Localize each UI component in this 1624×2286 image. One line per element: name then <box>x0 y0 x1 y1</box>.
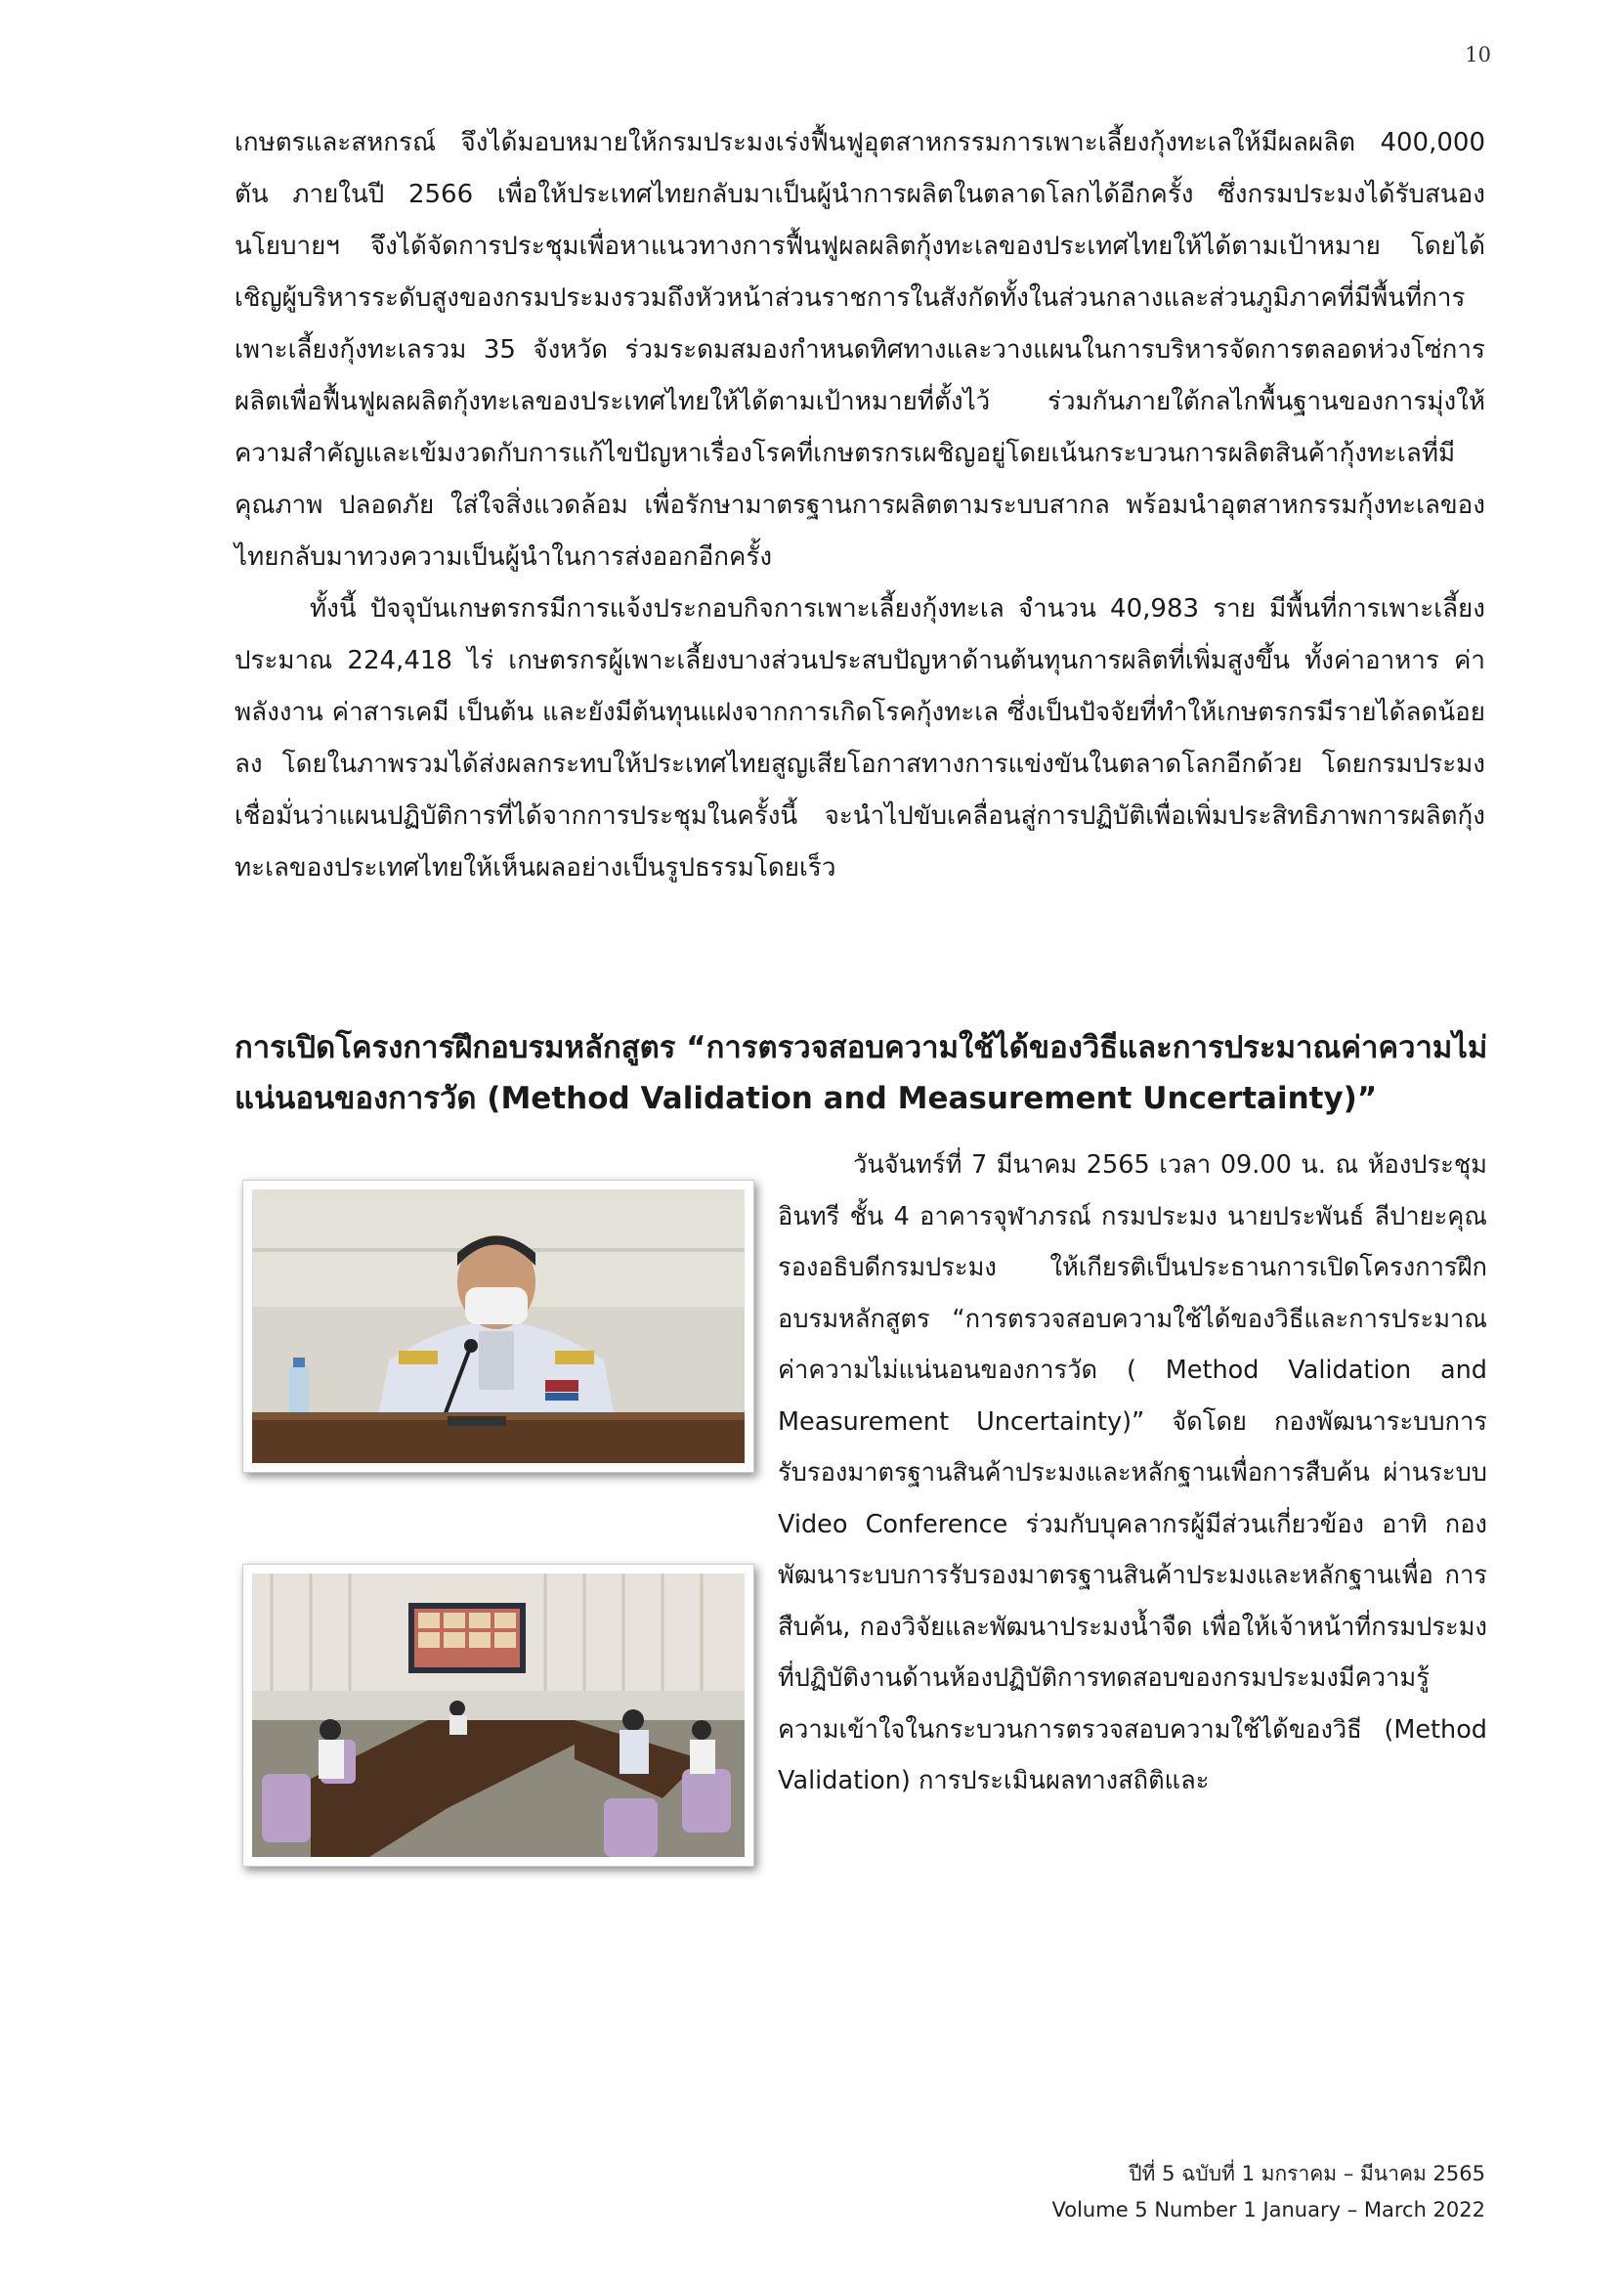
page-number: 10 <box>1465 43 1491 66</box>
section-title: การเปิดโครงการฝึกอบรมหลักสูตร “การตรวจสอบความใช้ได้ของวิธีและการประมาณค่าความไม่แน่นอนของการวัด (Method Validation and Measurement Uncertainty)” <box>235 1030 1488 1116</box>
photo-meeting-room-image <box>252 1574 745 1857</box>
footer-issue-thai: ปีที่ 5 ฉบับที่ 1 มกราคม – มีนาคม 2565 <box>1129 2162 1485 2185</box>
photo-meeting-room <box>242 1564 754 1867</box>
body-text <box>235 117 1485 894</box>
photo-chairman-image <box>252 1189 745 1463</box>
body-paragraph-1: เกษตรและสหกรณ์ จึงได้มอบหมายให้กรมประมงเร่งฟื้นฟูอุตสาหกรรมการเพาะเลี้ยงกุ้งทะเลให้มีผลผลิต 400,000 ตัน ภายในปี 2566 เพื่อให้ประเทศไทยกลับมาเป็นผู้นำการผลิตในตลาดโลกได้อีกครั้ง ซึ่งกรมประมงได้รับสนองนโยบายฯ จึงได้จัดการประชุมเพื่อหาแนวทางการฟื้นฟูผลผลิตกุ้งทะเลของประเทศไทยให้ได้ตามเป้าหมาย โดยได้เชิญผู้บริหารระดับสูงของกรมประมงรวมถึงหัวหน้าส่วนราชการในสังกัดทั้งในส่วนกลางและส่วนภูมิภาคที่มีพื้นที่การเพาะเลี้ยงกุ้งทะเลรวม 35 จังหวัด ร่วมระดมสมองกำหนดทิศทางและวางแผนในการบริหารจัดการตลอดห่วงโซ่การผลิตเพื่อฟื้นฟูผลผลิตกุ้งทะเลของประเทศไทยให้ได้ตามเป้าหมายที่ตั้งไว้ ร่วมกันภายใต้กลไกพื้นฐานของการมุ่งให้ความสำคัญและเข้มงวดกับการแก้ไขปัญหาเรื่องโรคที่เกษตรกรเผชิญอยู่โดยเน้นกระบวนการผลิตสินค้ากุ้งทะเลที่มีคุณภาพ ปลอดภัย ใส่ใจสิ่งแวดล้อม เพื่อรักษามาตรฐานการผลิตตามระบบสากล พร้อมนำอุตสาหกรรมกุ้งทะเลของไทยกลับมาทวงความเป็นผู้นำในการส่งออกอีกครั้ง <box>235 128 1485 572</box>
section-paragraph: วันจันทร์ที่ 7 มีนาคม 2565 เวลา 09.00 น. ณ ห้องประชุมอินทรี ชั้น 4 อาคารจุฬาภรณ์ กรมประมง นายประพันธ์ ลีปายะคุณ รองอธิบดีกรมประมง ให้เกียรติเป็นประธานการเปิดโครงการฝึกอบรมหลักสูตร “การตรวจสอบความใช้ได้ของวิธีและการประมาณค่าความไม่แน่นอนของการวัด ( Method Validation and Measurement Uncertainty)” จัดโดย กองพัฒนาระบบการรับรองมาตรฐานสินค้าประมงและหลักฐานเพื่อการสืบค้น ผ่านระบบ Video Conference ร่วมกับบุคลากรผู้มีส่วนเกี่ยวข้อง อาทิ กองพัฒนาระบบการรับรองมาตรฐานสินค้าประมงและหลักฐานเพื่อ การสืบค้น, กองวิจัยและพัฒนาประมงน้ำจืด เพื่อให้เจ้าหน้าที่กรมประมงที่ปฏิบัติงานด้านห้องปฏิบัติการทดสอบของกรมประมงมีความรู้ ความเข้าใจในกระบวนการตรวจสอบความใช้ได้ของวิธี (Method Validation) การประเมินผลทางสถิติและ <box>778 1150 1487 1795</box>
body-paragraph-2: ทั้งนี้ ปัจจุบันเกษตรกรมีการแจ้งประกอบกิจการเพาะเลี้ยงกุ้งทะเล จำนวน 40,983 ราย มีพื้นที่การเพาะเลี้ยงประมาณ 224,418 ไร่ เกษตรกรผู้เพาะเลี้ยงบางส่วนประสบปัญหาด้านต้นทุนการผลิตที่เพิ่มสูงขึ้น ทั้งค่าอาหาร ค่าพลังงาน ค่าสารเคมี เป็นต้น และยังมีต้นทุนแฝงจากการเกิดโรคกุ้งทะเล ซึ่งเป็นปัจจัยที่ทำให้เกษตรกรมีรายได้ลดน้อยลง โดยในภาพรวมได้ส่งผลกระทบให้ประเทศไทยสูญเสียโอกาสทางการแข่งขันในตลาดโลกอีกด้วย โดยกรมประมงเชื่อมั่นว่าแผนปฏิบัติการที่ได้จากการประชุมในครั้งนี้ จะนำไปขับเคลื่อนสู่การปฏิบัติเพื่อเพิ่มประสิทธิภาพการผลิตกุ้งทะเลของประเทศไทยให้เห็นผลอย่างเป็นรูปธรรมโดยเร็ว <box>235 594 1485 883</box>
section-body <box>778 1140 1487 1807</box>
footer-issue-english: Volume 5 Number 1 January – March 2022 <box>1051 2198 1485 2221</box>
page-footer <box>1052 2156 1485 2228</box>
photo-chairman-speaking <box>242 1180 754 1473</box>
